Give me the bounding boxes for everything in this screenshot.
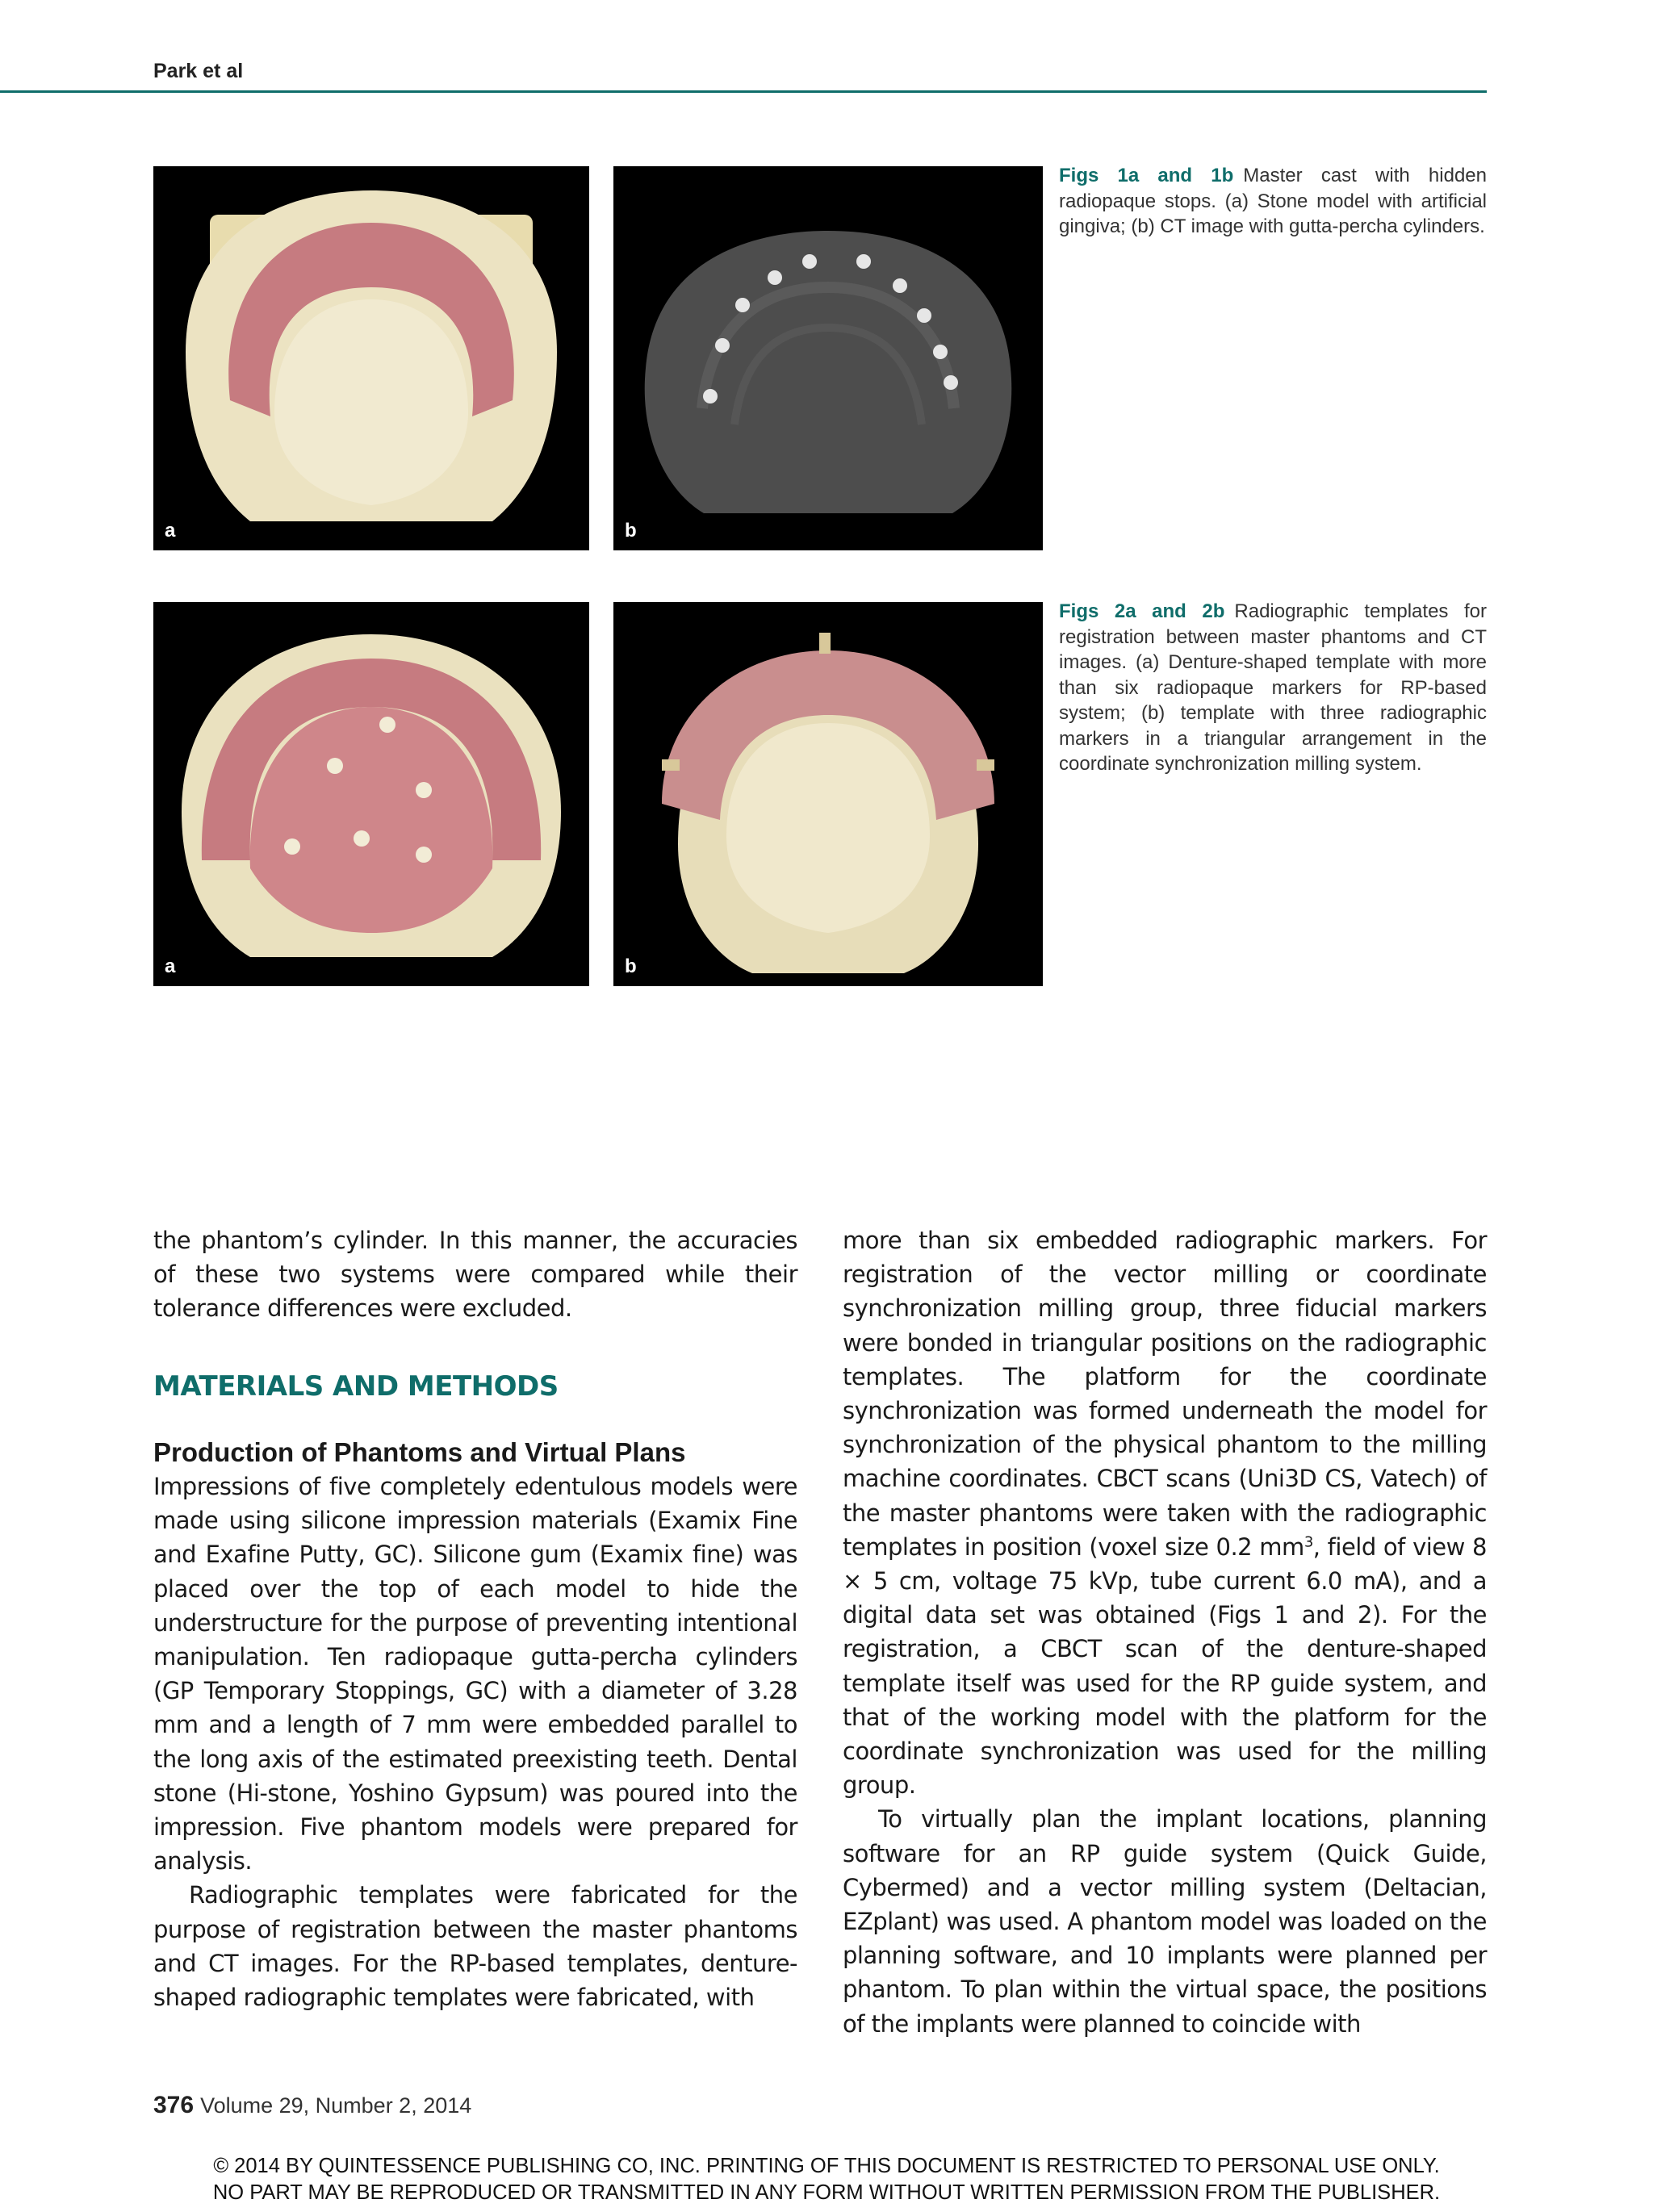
figure-2b	[613, 602, 1043, 986]
body-paragraph: Radiographic templates were fabricated for the purpose of registration between the master phantoms and CT images. For the RP-based templates, denture-shaped radiographic templates were fabricated, with	[153, 1881, 797, 2012]
left-column	[153, 1223, 797, 2014]
body-text: more than six embedded radiographic markers. For registration of the vector milling or coordinate synchronization milling group, three fiducial markers were bonded in triangular positions on the radiographic templates. The platform for the coordinate synchronization was formed underneath the model for synchronization of the physical phantom to the milling machine coordinates. CBCT scans (Uni3D CS, Vatech) of the master phantoms were taken with the radiographic templates in position (voxel size 0.2 mm	[843, 1227, 1487, 1561]
figure-1b	[613, 166, 1043, 550]
figure-1b-panel-label: b	[625, 520, 637, 542]
journal-issue: Volume 29, Number 2, 2014	[200, 2093, 472, 2118]
running-head: Park et al	[153, 60, 244, 82]
figure-1a-image	[153, 166, 589, 550]
intro-paragraph: the phantom’s cylinder. In this manner, the accuracies of these two systems were compared while their tolerance differences were excluded.	[153, 1227, 797, 1323]
figure-1-caption-text: Master cast with hidden radiopaque stops. (a) Stone model with artificial gingiva; (b) CT image with gutta-percha cylinders.	[1059, 165, 1487, 237]
body-paragraph	[843, 1223, 1487, 1802]
figure-2a-panel-label: a	[165, 955, 176, 977]
figure-2b-panel-label: b	[625, 955, 637, 977]
figure-2a-image	[153, 602, 589, 986]
figure-2-caption-title: Figs 2a and 2b	[1059, 600, 1225, 622]
header-rule	[0, 90, 1487, 93]
page-number: 376	[153, 2092, 195, 2118]
body-paragraph: To virtually plan the implant locations, planning software for an RP guide system (Quick Guide, Cybermed) and a vector milling system (Deltacian, EZplant) was used. A phantom model was loaded on the planning software, and 10 implants were planned per phantom. To plan within the virtual space, the positions of the implants were planned to coincide with	[843, 1805, 1487, 2038]
right-column	[843, 1223, 1487, 2041]
copyright-notice	[0, 2153, 1653, 2206]
figure-2b-image	[613, 602, 1043, 986]
subsection-heading: Production of Phantoms and Virtual Plans	[153, 1436, 686, 1467]
superscript: 3	[1304, 1533, 1313, 1551]
figure-1a-panel-label: a	[165, 520, 176, 542]
figure-2-caption-text: Radiographic templates for registration between master phantoms and CT images. (a) Denture-shaped template with more than six radiopaque markers for RP-based system; (b) template with three radiographic markers in a triangular arrangement in the coordinate synchronization milling system.	[1059, 600, 1487, 775]
folio	[153, 2092, 471, 2119]
copyright-line: NO PART MAY BE REPRODUCED OR TRANSMITTED IN ANY FORM WITHOUT WRITTEN PERMISSION FROM THE PUBLISHER.	[212, 2181, 1441, 2204]
copyright-line: © 2014 BY QUINTESSENCE PUBLISHING CO, INC. PRINTING OF THIS DOCUMENT IS RESTRICTED TO PERSONAL USE ONLY.	[213, 2155, 1440, 2177]
figure-1b-image	[613, 166, 1043, 550]
figure-2-caption	[1059, 599, 1487, 777]
figure-1-caption-title: Figs 1a and 1b	[1059, 165, 1234, 186]
body-text: , field of view 8 × 5 cm, voltage 75 kVp, tube current 6.0 mA), and a digital data set was obtained (Figs 1 and 2). For the registration, a CBCT scan of the denture-shaped template itself was used for the RP guide system, and that of the working model with the platform for the coordinate synchronization was used for the milling group.	[843, 1533, 1487, 1800]
figure-2a	[153, 602, 589, 986]
figure-1-caption	[1059, 163, 1487, 240]
figure-1a	[153, 166, 589, 550]
body-paragraph: Impressions of five completely edentulous models were made using silicone impression materials (Examix Fine and Exafine Putty, GC). Silicone gum (Examix fine) was placed over the top of each model to hide the understructure for the purpose of preventing intentional manipulation. Ten radiopaque gutta-percha cylinders (GP Temporary Stoppings, GC) with a diameter of 3.28 mm and a length of 7 mm were embedded parallel to the long axis of the estimated preexisting teeth. Dental stone (Hi-stone, Yoshino Gypsum) was poured into the impression. Five phantom models were prepared for analysis.	[153, 1473, 797, 1875]
section-heading: MATERIALS AND METHODS	[153, 1369, 559, 1403]
